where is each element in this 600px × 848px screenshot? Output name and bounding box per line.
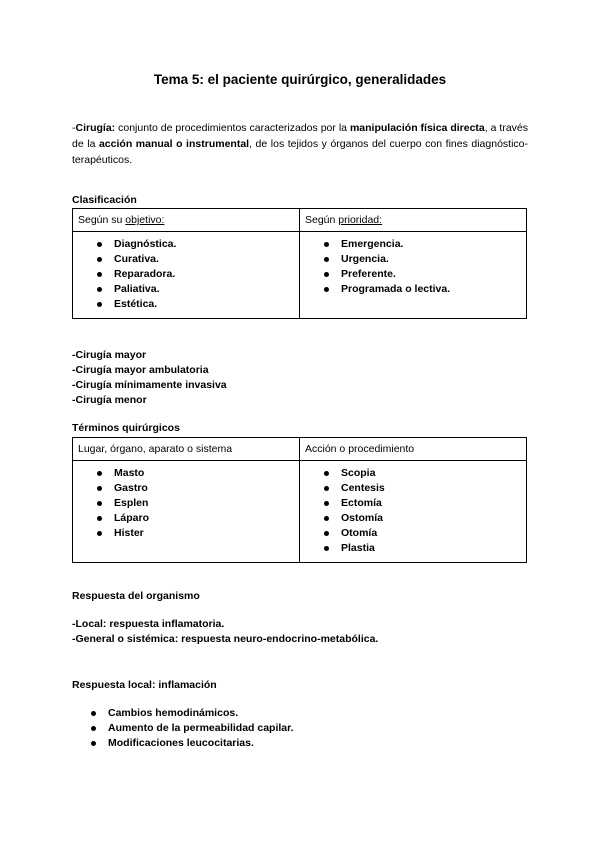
list-item: Centesis	[305, 481, 521, 496]
list-item: Plastia	[305, 541, 521, 556]
list-item: Láparo	[78, 511, 294, 526]
list-item: Preferente.	[305, 267, 521, 282]
tipo-line: -Cirugía mayor	[72, 349, 147, 361]
list-item: Hister	[78, 526, 294, 541]
list-item: Aumento de la permeabilidad capilar.	[72, 721, 528, 736]
list-item: Urgencia.	[305, 252, 521, 267]
accion-list	[305, 461, 521, 562]
list-item: Paliativa.	[78, 282, 294, 297]
cirugia-definition	[72, 120, 528, 168]
terminos-table	[72, 437, 527, 563]
prioridad-cell	[300, 232, 527, 319]
respuesta-heading: Respuesta del organismo	[72, 590, 200, 602]
definition-prefix: -	[72, 122, 76, 134]
prioridad-header	[300, 209, 527, 232]
table-header-row	[73, 438, 527, 461]
objetivo-header-prefix: Según su	[78, 214, 126, 226]
definition-text-2: , a través de la	[72, 122, 529, 150]
list-item: Masto	[78, 466, 294, 481]
objetivo-cell	[73, 232, 300, 319]
list-item: Otomía	[305, 526, 521, 541]
lugar-list	[78, 461, 294, 547]
list-item: Gastro	[78, 481, 294, 496]
respuesta-lines	[72, 617, 378, 647]
clasificacion-heading: Clasificación	[72, 194, 137, 206]
tipo-line: -Cirugía mayor ambulatoria	[72, 364, 209, 376]
list-item: Ectomía	[305, 496, 521, 511]
lugar-header: Lugar, órgano, aparato o sistema	[73, 438, 300, 461]
accion-header: Acción o procedimiento	[300, 438, 527, 461]
definition-text-1: conjunto de procedimientos caracterizados por la	[115, 122, 350, 134]
list-item: Modificaciones leucocitarias.	[72, 736, 528, 751]
table-body-row	[73, 461, 527, 563]
page-title: Tema 5: el paciente quirúrgico, generalidades	[153, 72, 447, 87]
respuesta-line: -Local: respuesta inflamatoria.	[72, 618, 225, 630]
list-item: Emergencia.	[305, 237, 521, 252]
terminos-heading: Términos quirúrgicos	[72, 422, 180, 434]
list-item: Reparadora.	[78, 267, 294, 282]
table-body-row	[73, 232, 527, 319]
list-item: Programada o lectiva.	[305, 282, 521, 297]
accion-cell	[300, 461, 527, 563]
list-item: Ostomía	[305, 511, 521, 526]
definition-text-3: , de los tejidos y órganos del cuerpo con fines diagnóstico-terapéuticos.	[72, 138, 529, 166]
list-item: Diagnóstica.	[78, 237, 294, 252]
list-item: Curativa.	[78, 252, 294, 267]
objetivo-header-underlined: objetivo:	[125, 214, 165, 226]
lugar-cell	[73, 461, 300, 563]
table-header-row	[73, 209, 527, 232]
local-list	[72, 706, 528, 751]
list-item: Scopia	[305, 466, 521, 481]
tipos-cirugia	[72, 348, 227, 408]
local-heading: Respuesta local: inflamación	[72, 679, 217, 691]
prioridad-list	[305, 232, 521, 303]
prioridad-header-underlined: prioridad:	[338, 214, 383, 226]
definition-term: Cirugía:	[75, 122, 116, 134]
list-item: Esplen	[78, 496, 294, 511]
objetivo-list	[78, 232, 294, 318]
definition-bold-2: acción manual o instrumental	[98, 138, 250, 150]
list-item: Cambios hemodinámicos.	[72, 706, 528, 721]
tipo-line: -Cirugía menor	[72, 394, 147, 406]
prioridad-header-prefix: Según	[305, 214, 339, 226]
respuesta-line: -General o sistémica: respuesta neuro-endocrino-metabólica.	[72, 633, 379, 645]
list-item: Estética.	[78, 297, 294, 312]
clasificacion-table	[72, 208, 527, 319]
tipo-line: -Cirugía mínimamente invasiva	[72, 379, 227, 391]
definition-bold-1: manipulación física directa	[349, 122, 485, 134]
objetivo-header	[73, 209, 300, 232]
